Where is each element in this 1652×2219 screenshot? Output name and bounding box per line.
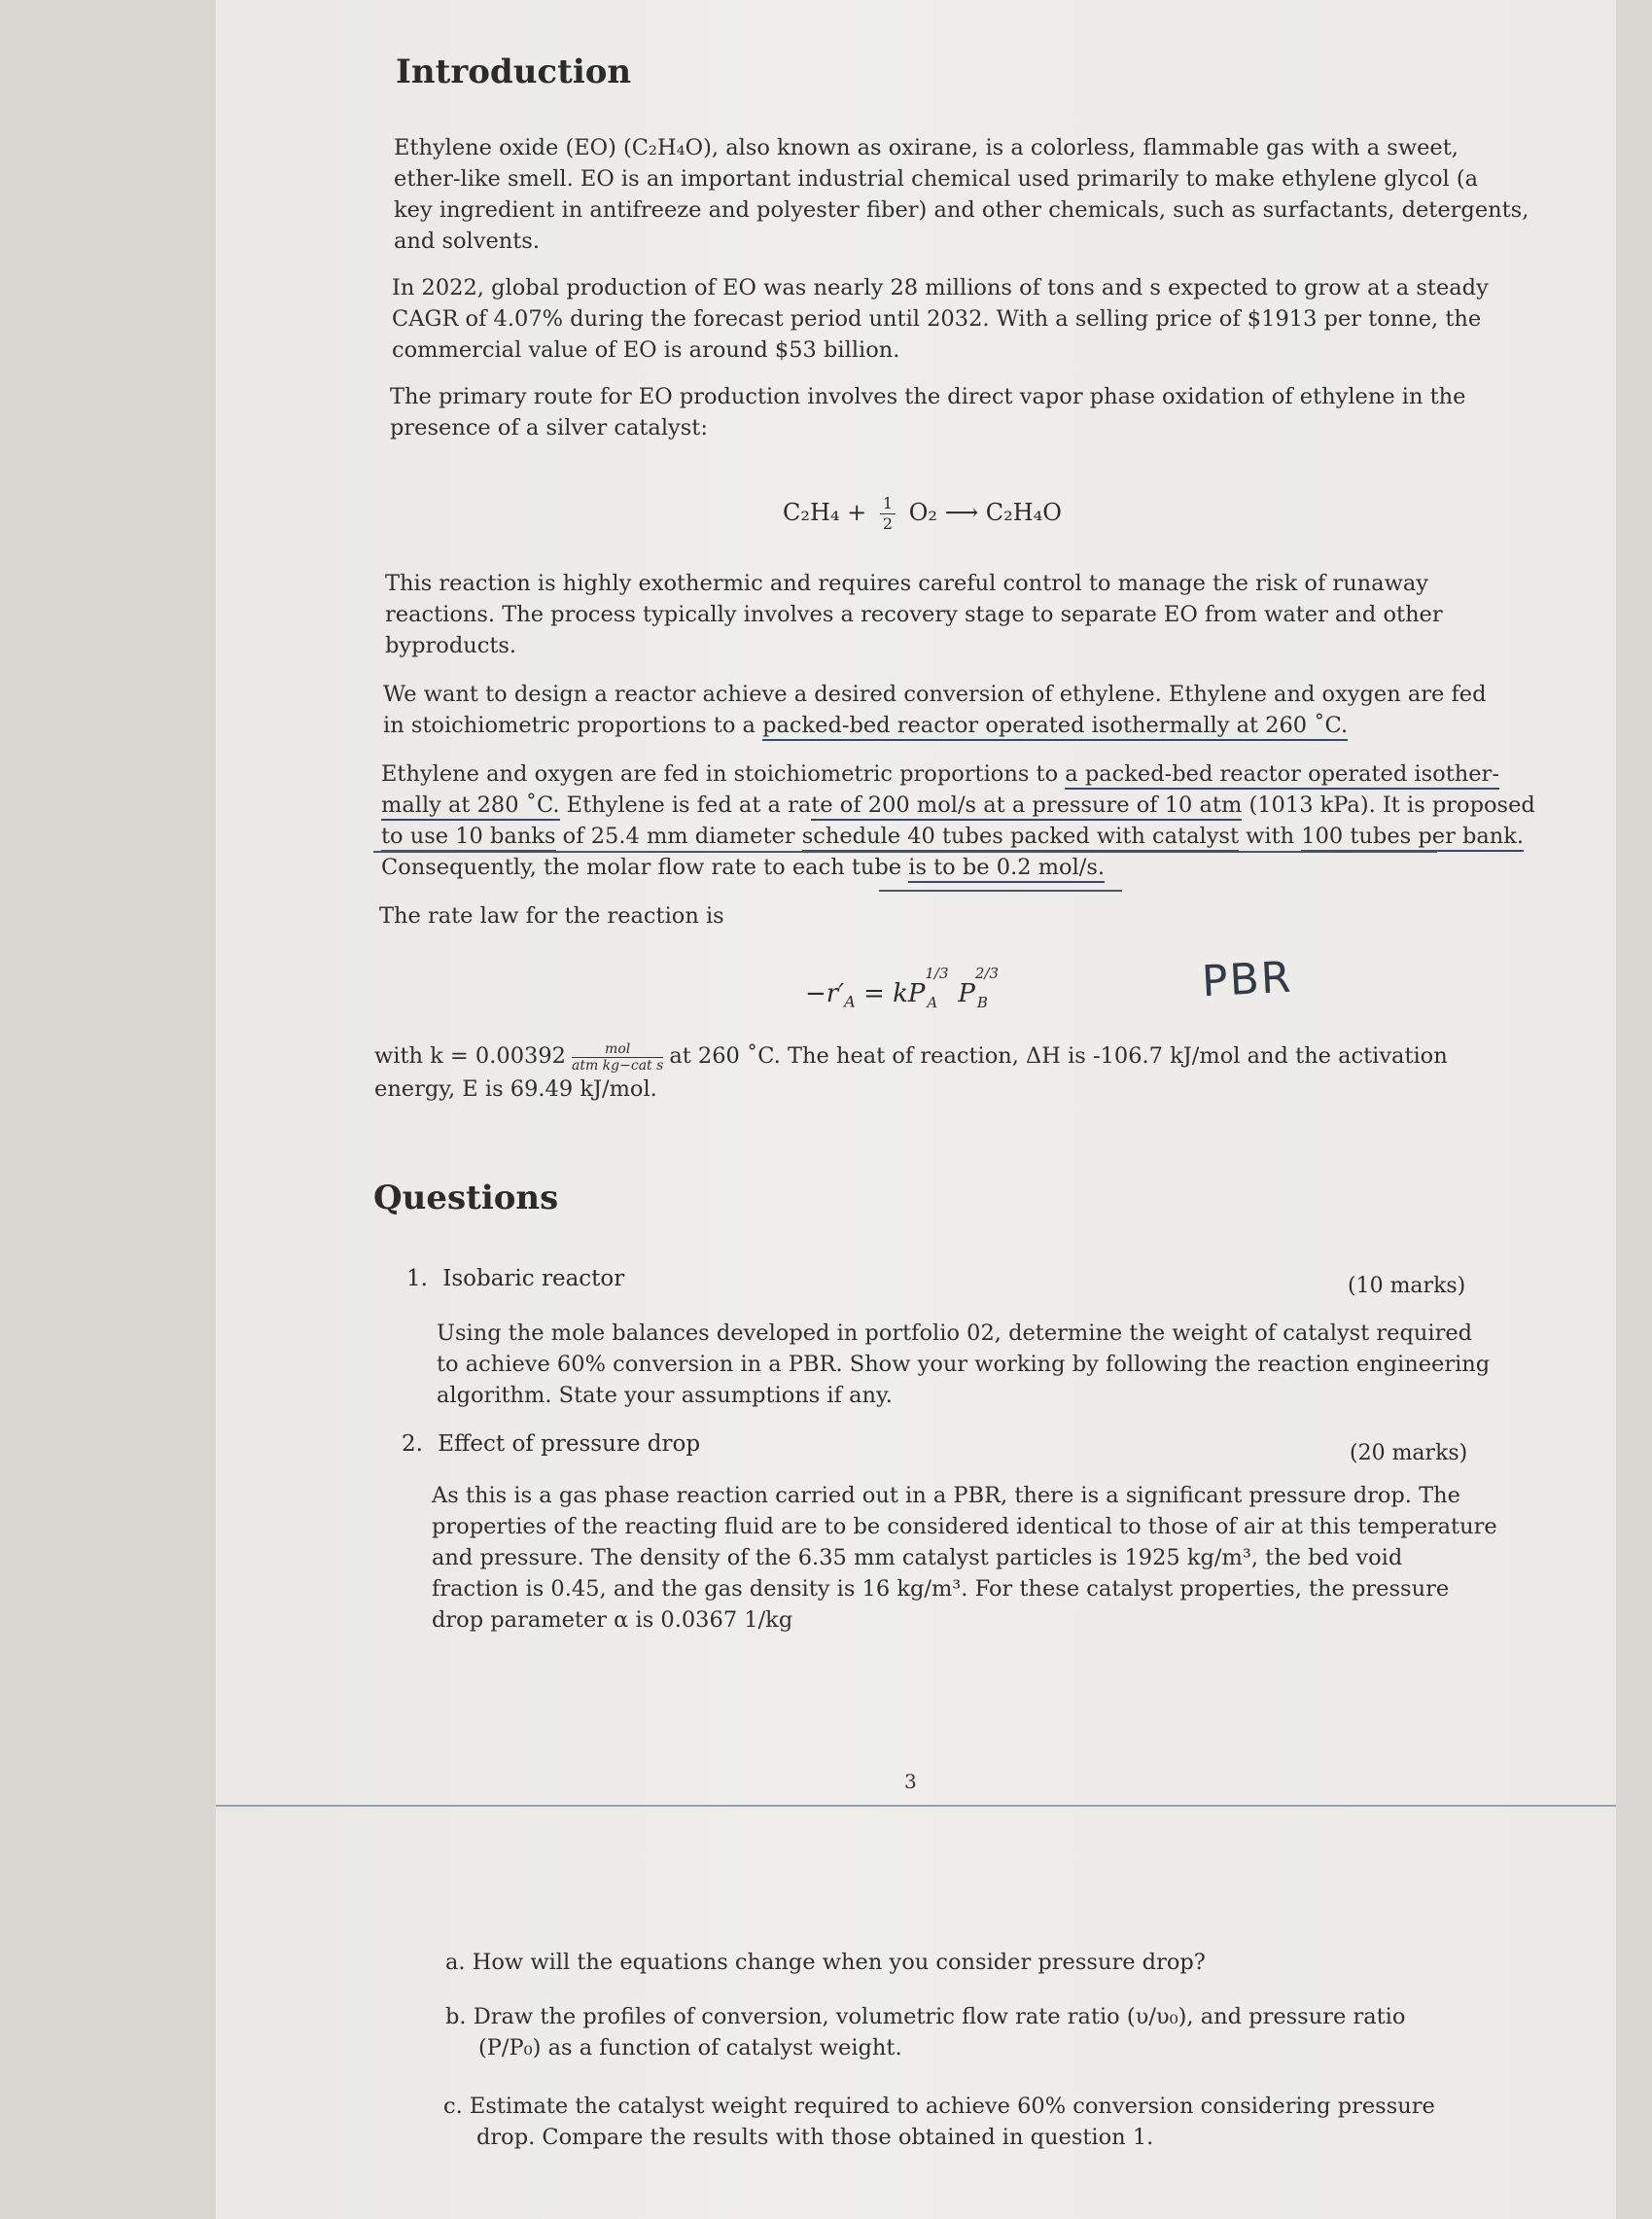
- text-line: ether-like smell. EO is an important industrial chemical used primarily to make ethylene glycol (a: [394, 166, 1479, 192]
- pb-exponent-stack: [974, 965, 1008, 1011]
- underlined-flow-per-tube: is to be 0.2 mol/s.: [908, 855, 1105, 883]
- question-2-title: [402, 1431, 700, 1457]
- question-2b: [445, 2001, 1405, 2063]
- text-line: (P/P₀) as a function of catalyst weight.: [478, 2035, 902, 2060]
- text-line: [381, 852, 1535, 883]
- pencil-underline: [879, 890, 1122, 892]
- reaction-equation: [783, 494, 1062, 534]
- text-span: Consequently, the molar flow rate to each tube: [381, 855, 909, 880]
- text-line: presence of a silver catalyst:: [390, 415, 708, 440]
- text-line: fraction is 0.45, and the gas density is 16 kg/m³. For these catalyst properties, the pressure: [432, 1576, 1450, 1602]
- underlined-text: mally at 280 ˚C.: [381, 792, 560, 821]
- sub-question-label: c.: [443, 2094, 463, 2119]
- stoich-fraction: [880, 494, 896, 534]
- question-number: 1.: [406, 1266, 428, 1291]
- text-line: [381, 790, 1535, 821]
- question-1-body: [437, 1318, 1490, 1411]
- text-line: byproducts.: [385, 633, 517, 658]
- underlined-tubes: schedule 40 tubes packed with catalyst: [802, 824, 1239, 852]
- sub-question-text: How will the equations change when you consider pressure drop?: [472, 1950, 1206, 1975]
- text-line: to achieve 60% conversion in a PBR. Show your working by following the reaction engineering: [437, 1352, 1491, 1377]
- underlined-banks: to use 10 banks: [381, 824, 556, 852]
- fraction-numerator: 1: [880, 494, 896, 514]
- text-span: (1013 kPa). It is proposed: [1242, 792, 1535, 818]
- pa-exponent-stack: [925, 965, 958, 1011]
- text-span: Ethylene and oxygen are fed in stoichiometric proportions to: [381, 761, 1066, 787]
- text-line: [374, 1040, 1448, 1074]
- text-line: properties of the reacting fluid are to be considered identical to those of air at this temperature: [432, 1514, 1497, 1539]
- page-number: 3: [904, 1770, 917, 1793]
- rate-equals-k-p: = kP: [863, 979, 926, 1008]
- page-divider: [216, 1805, 1616, 1807]
- text-line: drop. Compare the results with those obtained in question 1.: [476, 2125, 1154, 2150]
- text-line: key ingredient in antifreeze and polyester fiber) and other chemicals, such as surfactants, detergents,: [394, 197, 1529, 223]
- fraction-denominator: atm kg−cat s: [571, 1057, 664, 1074]
- text-line: [383, 710, 1487, 741]
- underlined-reactor-spec: packed-bed reactor operated isothermally at 260 ˚C.: [762, 713, 1348, 741]
- question-1-title: [406, 1266, 624, 1291]
- underlined-tubes-per-bank: 100 tubes per bank.: [1301, 824, 1524, 852]
- text-span: in stoichiometric proportions to a: [383, 713, 763, 738]
- sub-question-label: a.: [445, 1950, 466, 1975]
- text-line: [443, 2091, 1435, 2122]
- rate-constant-paragraph: [374, 1040, 1448, 1105]
- underlined-feed-rate: te of 200 mol/s at a pressure of 10 atm: [811, 792, 1242, 821]
- text-span: at 260 ˚C. The heat of reaction, ΔH is -106.7 kJ/mol and the activation: [669, 1043, 1448, 1069]
- text-line: [445, 1947, 1206, 1978]
- text-line: and solvents.: [394, 229, 541, 254]
- question-2-body: [432, 1480, 1497, 1636]
- text-line: The primary route for EO production involves the direct vapor phase oxidation of ethylene in the: [390, 384, 1466, 409]
- text-line: The rate law for the reaction is: [379, 903, 724, 929]
- text-line: CAGR of 4.07% during the forecast period until 2032. With a selling price of $1913 per tonne, the: [392, 306, 1482, 332]
- text-line: We want to design a reactor achieve a desired conversion of ethylene. Ethylene and oxygen are fed: [383, 682, 1487, 707]
- sub-question-text: Estimate the catalyst weight required to achieve 60% conversion considering pressure: [469, 2094, 1435, 2119]
- intro-paragraph-6: [381, 758, 1535, 883]
- text-span: with: [1239, 824, 1302, 849]
- underlined-text: a packed-bed reactor operated isother-: [1065, 761, 1499, 790]
- pa-exponent: 1/3: [925, 965, 949, 982]
- text-line: Ethylene oxide (EO) (C₂H₄O), also known as oxirane, is a colorless, flammable gas with a sweet,: [394, 135, 1459, 160]
- reaction-arrow: ⟶: [944, 499, 979, 526]
- k-units-fraction: [572, 1041, 663, 1074]
- text-line: As this is a gas phase reaction carried out in a PBR, there is a significant pressure drop. The: [432, 1483, 1460, 1508]
- text-line: and pressure. The density of the 6.35 mm catalyst particles is 1925 kg/m³, the bed void: [432, 1545, 1403, 1570]
- text-line: [445, 2001, 1405, 2032]
- sub-question-label: b.: [445, 2004, 467, 2029]
- intro-paragraph-2: [392, 272, 1489, 366]
- rate-law-equation: [805, 965, 1008, 1011]
- intro-paragraph-3: [390, 381, 1465, 443]
- pb-subscript: B: [976, 994, 988, 1011]
- fraction-denominator: 2: [882, 514, 894, 533]
- question-number: 2.: [402, 1431, 423, 1457]
- text-line: This reaction is highly exothermic and requires careful control to manage the risk of runaway: [385, 571, 1428, 596]
- product-ethylene-oxide: C₂H₄O: [985, 499, 1062, 526]
- text-line: reactions. The process typically involves a recovery stage to separate EO from water and other: [385, 602, 1443, 627]
- text-line: Using the mole balances developed in portfolio 02, determine the weight of catalyst required: [437, 1321, 1473, 1346]
- text-span: with k = 0.00392: [374, 1043, 566, 1069]
- rate-pb: P: [958, 979, 975, 1008]
- reactant-oxygen: O₂: [908, 499, 938, 526]
- text-line: drop parameter α is 0.0367 1/kg: [432, 1607, 793, 1633]
- fraction-numerator: mol: [572, 1041, 663, 1058]
- sub-question-text: Draw the profiles of conversion, volumetric flow rate ratio (υ/υ₀), and pressure ratio: [473, 2004, 1406, 2029]
- pencil-underline: [373, 851, 1437, 853]
- rate-lhs: −r′: [805, 979, 845, 1008]
- handwritten-note: PBR: [1200, 952, 1294, 1007]
- intro-paragraph-1: [394, 132, 1529, 257]
- reactant-ethylene: C₂H₄ +: [783, 499, 867, 526]
- text-line: energy, E is 69.49 kJ/mol.: [374, 1075, 657, 1102]
- rate-law-intro: [379, 900, 724, 932]
- text-line: [381, 758, 1535, 790]
- text-line: In 2022, global production of EO was nearly 28 millions of tons and s expected to grow at a steady: [392, 275, 1489, 300]
- question-2-marks: (20 marks): [1350, 1441, 1468, 1465]
- intro-paragraph-5: [383, 679, 1487, 741]
- text-line: [381, 821, 1535, 852]
- rate-lhs-subscript: A: [844, 992, 856, 1011]
- introduction-heading: Introduction: [396, 53, 632, 91]
- text-span: Ethylene is fed at a ra: [559, 792, 812, 818]
- intro-paragraph-4: [385, 568, 1443, 661]
- question-title: Effect of pressure drop: [438, 1431, 701, 1457]
- text-line: algorithm. State your assumptions if any.: [437, 1383, 893, 1408]
- text-line: commercial value of EO is around $53 billion.: [392, 337, 900, 363]
- questions-heading: Questions: [373, 1179, 559, 1217]
- question-2a: [445, 1947, 1206, 1978]
- question-2c: [443, 2091, 1435, 2153]
- pb-exponent: 2/3: [974, 965, 999, 982]
- question-1-marks: (10 marks): [1348, 1274, 1466, 1298]
- text-span: of 25.4 mm diameter: [555, 824, 802, 849]
- pa-subscript: A: [927, 994, 938, 1011]
- question-title: Isobaric reactor: [442, 1266, 625, 1291]
